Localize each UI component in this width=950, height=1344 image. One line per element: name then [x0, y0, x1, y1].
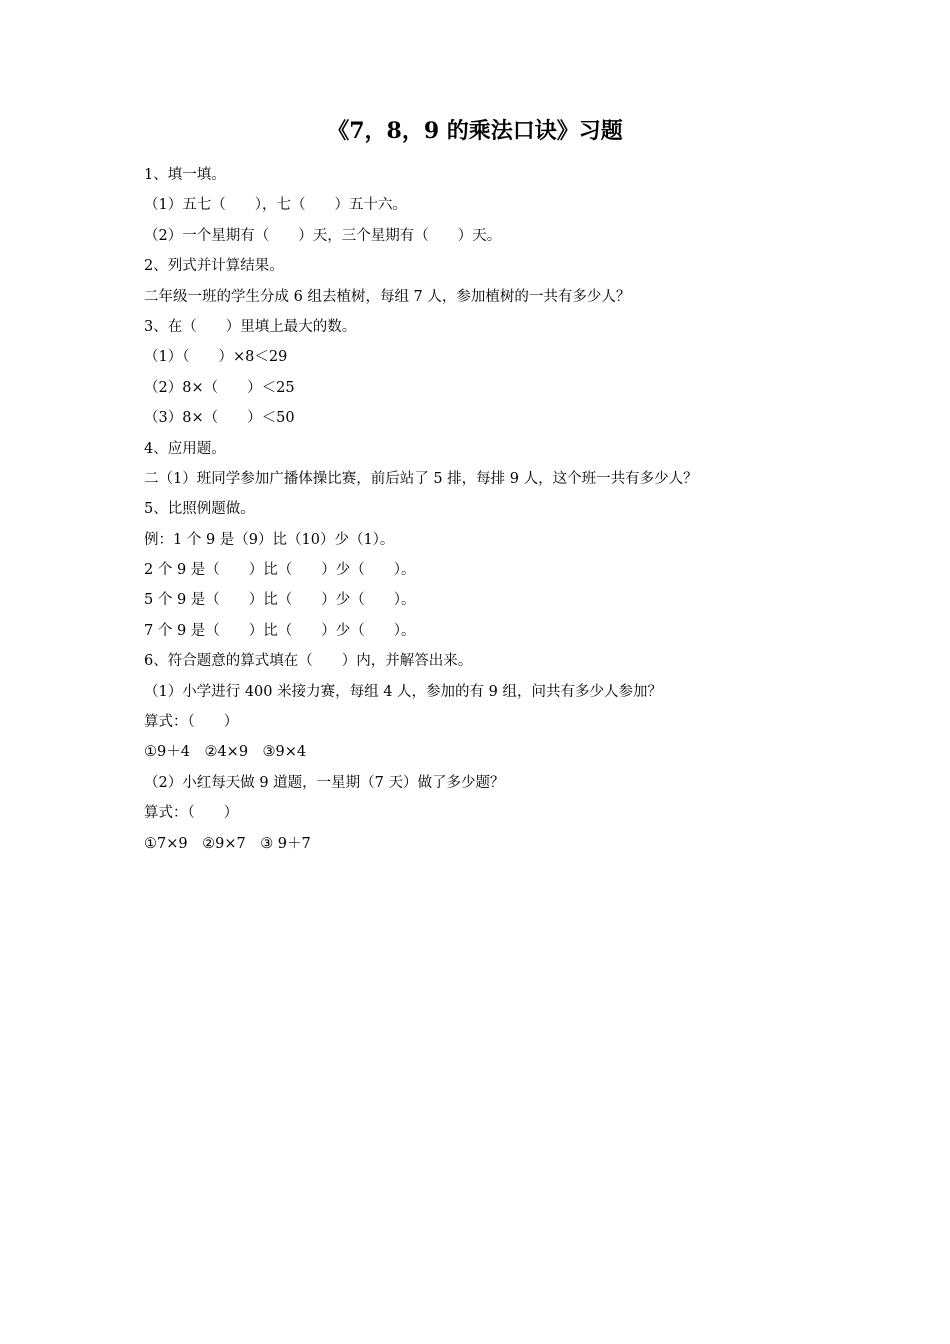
- question-text: （2）8×（ ）＜25: [144, 379, 295, 396]
- section-heading-4: 4、应用题。: [144, 440, 226, 457]
- question-text: 5 个 9 是（ ）比（ ）少（ ）。: [144, 592, 416, 609]
- question-text: （1）五七（ ），七（ ）五十六。: [144, 197, 407, 214]
- section-heading-2: 2、列式并计算结果。: [144, 258, 284, 275]
- answer-options: ①9＋4 ②4×9 ③9×4: [144, 744, 307, 761]
- question-text: （2）一个星期有（ ）天，三个星期有（ ）天。: [144, 227, 502, 244]
- formula-blank: 算式：（ ）: [144, 714, 239, 731]
- question-text: （2）小红每天做 9 道题，一星期（7 天）做了多少题？: [144, 774, 505, 791]
- exercise-list: [144, 160, 844, 859]
- section-heading-5: 5、比照例题做。: [144, 501, 255, 518]
- formula-blank: 算式：（ ）: [144, 805, 239, 822]
- question-text: 二年级一班的学生分成 6 组去植树，每组 7 人，参加植树的一共有多少人？: [144, 288, 631, 305]
- question-text: （1）小学进行 400 米接力赛，每组 4 人，参加的有 9 组，问共有多少人参加？: [144, 683, 663, 700]
- example-text: 例：1 个 9 是（9）比（10）少（1）。: [144, 531, 395, 548]
- question-text: （1）（ ）×8＜29: [144, 349, 288, 366]
- question-text: （3）8×（ ）＜50: [144, 410, 295, 427]
- question-text: 2 个 9 是（ ）比（ ）少（ ）。: [144, 562, 416, 579]
- section-heading-6: 6、符合题意的算式填在（ ）内，并解答出来。: [144, 653, 473, 670]
- section-heading-3: 3、在（ ）里填上最大的数。: [144, 318, 357, 335]
- question-text: 7 个 9 是（ ）比（ ）少（ ）。: [144, 622, 416, 639]
- answer-options: ①7×9 ②9×7 ③ 9＋7: [144, 835, 311, 852]
- section-heading-1: 1、填一填。: [144, 167, 226, 183]
- document-title: 《7，8，9 的乘法口诀》习题: [327, 118, 623, 144]
- question-text: 二（1）班同学参加广播体操比赛，前后站了 5 排，每排 9 人，这个班一共有多少人？: [144, 470, 698, 487]
